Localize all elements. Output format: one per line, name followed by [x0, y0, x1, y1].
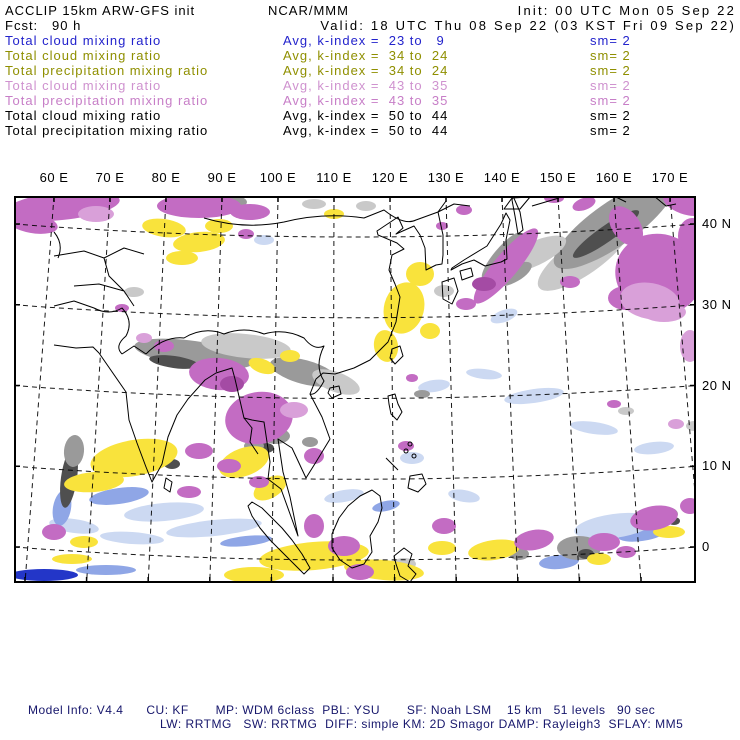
org-label: NCAR/MMM [268, 3, 349, 18]
coast-sakhalin [512, 196, 523, 234]
cloud-shading-layer [14, 196, 696, 583]
coast-honshu [451, 213, 510, 270]
legend-kindex-value: Avg, k-index = 34 to 24 [283, 63, 449, 78]
shading-blob-purple_dark [220, 376, 244, 392]
shading-blob-purple [588, 533, 620, 551]
shading-blob-blue_light [466, 367, 503, 381]
coast-caspian-edge [54, 232, 60, 258]
legend-row [0, 108, 740, 123]
init-time-label: Init: 00 UTC Mon 05 Sep 22 [517, 3, 736, 18]
shading-blob-gray_light [356, 201, 376, 211]
shading-blob-purple [456, 298, 476, 310]
valid-time-label: Valid: 18 UTC Thu 08 Sep 22 (03 KST Fri 09 Sep 22) [320, 18, 736, 33]
shading-blob-gray_light [302, 199, 326, 209]
legend-sm-value: sm= 2 [590, 33, 631, 48]
legend-field-label: Total precipitation mixing ratio [5, 63, 209, 78]
shading-blob-purple [304, 514, 324, 538]
model-info-line1: Model Info: V4.4 CU: KF MP: WDM 6class PBL: YSU SF: Noah LSM 15 km 51 levels 90 sec [28, 703, 656, 717]
shading-blob-blue_light [447, 487, 481, 504]
legend-sm-value: sm= 2 [590, 123, 631, 138]
legend-field-label: Total cloud mixing ratio [5, 108, 162, 123]
legend-sm-value: sm= 2 [590, 63, 631, 78]
forecast-hour-label: Fcst: 90 h [5, 18, 82, 33]
shading-blob-blue_light [400, 452, 424, 464]
meridian-line [333, 196, 334, 583]
shading-blob-blue_light [569, 419, 618, 438]
coast-palawan [386, 458, 398, 470]
lat-tick-label: 30 N [702, 296, 732, 312]
shading-blob-purple_light [680, 330, 696, 362]
legend-field-label: Total precipitation mixing ratio [5, 93, 209, 108]
map-canvas [14, 196, 696, 583]
legend-row [0, 33, 740, 48]
legend-kindex-value: Avg, k-index = 50 to 44 [283, 123, 449, 138]
shading-blob-yellow [52, 554, 92, 564]
shading-blob-blue_light [100, 530, 165, 546]
lon-tick-label: 80 E [151, 170, 181, 185]
meridian-line [148, 196, 166, 583]
shading-blob-gray [414, 390, 430, 398]
legend-field-label: Total cloud mixing ratio [5, 33, 162, 48]
legend-kindex-value: Avg, k-index = 43 to 35 [283, 78, 449, 93]
shading-blob-yellow [280, 350, 300, 362]
shading-blob-purple [217, 459, 241, 473]
legend-row [0, 48, 740, 63]
legend-kindex-value: Avg, k-index = 34 to 24 [283, 48, 449, 63]
shading-blob-purple_light [668, 419, 684, 429]
shading-blob-gray_light [618, 407, 634, 415]
lon-tick-label: 120 E [371, 170, 409, 185]
legend-sm-value: sm= 2 [590, 93, 631, 108]
shading-blob-yellow [587, 553, 611, 565]
lon-tick-label: 70 E [95, 170, 125, 185]
shading-blob-purple [177, 486, 201, 498]
coast-sri-lanka [164, 478, 172, 492]
shading-blob-purple [154, 340, 174, 352]
shading-blob-purple [157, 196, 241, 218]
legend-sm-value: sm= 2 [590, 48, 631, 63]
lat-tick-label: 10 N [702, 458, 732, 474]
legend-kindex-value: Avg, k-index = 23 to 9 [283, 33, 445, 48]
lat-tick-label: 0 [702, 539, 710, 554]
shading-blob-blue_dark [14, 569, 78, 581]
shading-blob-blue_mid [76, 565, 136, 575]
legend-row [0, 78, 740, 93]
shading-blob-blue_mid [220, 533, 273, 548]
shading-blob-blue_light [123, 500, 204, 525]
lon-tick-label: 110 E [316, 170, 352, 185]
legend-row [0, 123, 740, 138]
coast-hokkaido [504, 197, 530, 209]
shading-blob-yellow [467, 536, 521, 563]
shading-blob-purple_light [280, 402, 308, 418]
legend-sm-value: sm= 2 [590, 78, 631, 93]
shading-blob-yellow [428, 541, 456, 555]
lat-tick-label: 40 N [702, 216, 732, 231]
meridian-line [271, 196, 278, 583]
shading-blob-purple [42, 524, 66, 540]
shading-blob-purple [607, 400, 621, 408]
coast-mindanao [408, 474, 426, 492]
legend-row [0, 63, 740, 78]
shading-blob-purple [660, 196, 696, 221]
shading-blob-gray [302, 437, 318, 447]
shading-blob-purple [238, 229, 254, 239]
border-central-asia [54, 248, 146, 354]
lon-tick-label: 90 E [207, 170, 237, 185]
shading-blob-gray_light [434, 285, 454, 297]
shading-blob-yellow [371, 328, 400, 364]
model-info-line2: LW: RRTMG SW: RRTMG DIFF: simple KM: 2D Smagor DAMP: Rayleigh3 SFLAY: MM5 [160, 717, 684, 731]
shading-blob-purple [304, 448, 324, 464]
shading-blob-yellow [406, 262, 434, 286]
shading-blob-purple [571, 196, 598, 214]
shading-blob-purple [230, 204, 270, 220]
lon-tick-label: 100 E [259, 170, 297, 185]
legend-sm-value: sm= 2 [590, 108, 631, 123]
legend-kindex-value: Avg, k-index = 43 to 35 [283, 93, 449, 108]
legend-kindex-value: Avg, k-index = 50 to 44 [283, 108, 449, 123]
shading-blob-purple [432, 518, 456, 534]
shading-blob-yellow [420, 323, 440, 339]
shading-blob-purple [406, 374, 418, 382]
shading-blob-blue_light [633, 440, 674, 456]
coast-shikoku [460, 268, 473, 280]
shading-blob-purple [456, 205, 472, 215]
lon-tick-label: 160 E [595, 170, 633, 185]
legend-field-label: Total precipitation mixing ratio [5, 123, 209, 138]
shading-blob-yellow [166, 251, 198, 265]
lon-tick-label: 150 E [539, 170, 577, 185]
shading-blob-yellow [224, 567, 284, 583]
shading-blob-purple [680, 498, 696, 514]
shading-blob-purple_light [136, 333, 152, 343]
lon-tick-label: 140 E [483, 170, 521, 185]
shading-blob-blue_mid [371, 498, 400, 514]
shading-blob-yellow [70, 536, 98, 548]
lon-tick-label: 130 E [427, 170, 465, 185]
lat-tick-label: 20 N [702, 377, 732, 393]
shading-blob-yellow [205, 219, 233, 233]
shading-blob-purple [185, 443, 213, 459]
lon-tick-label: 60 E [39, 170, 69, 185]
shading-blob-blue_light [323, 487, 364, 506]
shading-blob-blue_light [254, 235, 274, 245]
shading-blob-purple_dark [472, 277, 496, 291]
legend-field-label: Total cloud mixing ratio [5, 48, 162, 63]
lon-tick-label: 170 E [651, 170, 689, 185]
legend-row [0, 93, 740, 108]
plot-title: ACCLIP 15km ARW-GFS init [5, 3, 196, 18]
legend-field-label: Total cloud mixing ratio [5, 78, 162, 93]
